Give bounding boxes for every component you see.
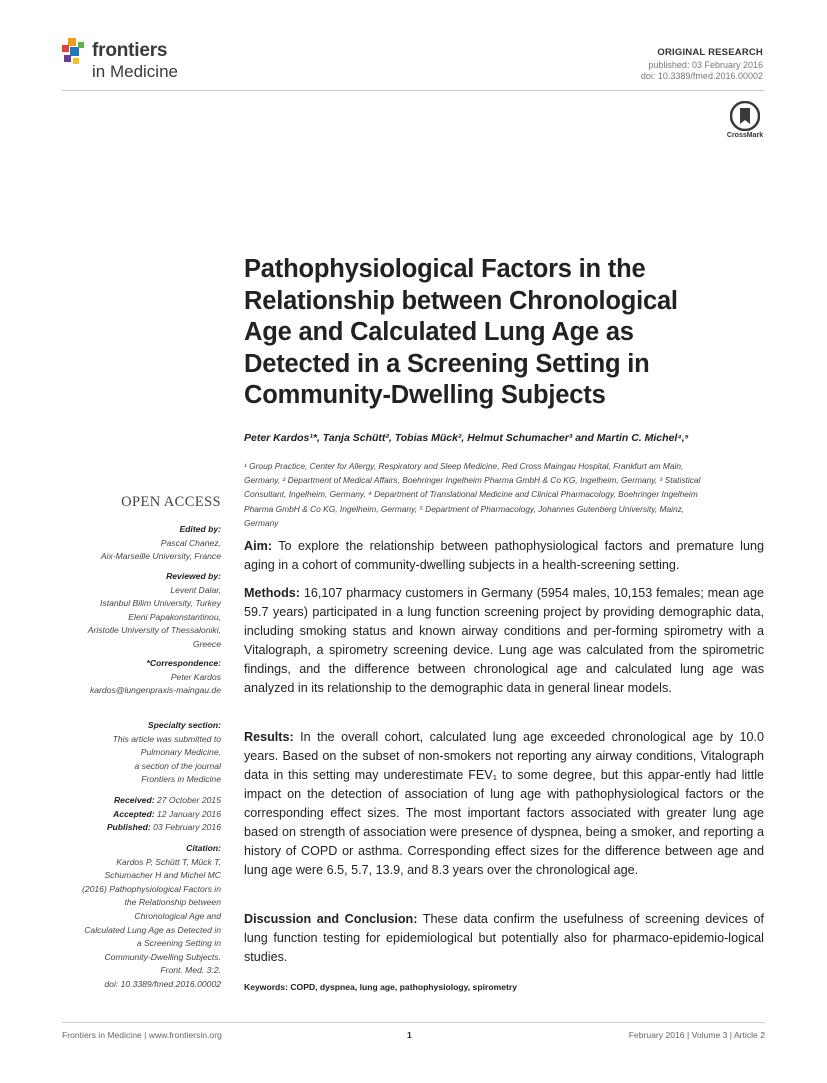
specialty-line: Pulmonary Medicine, [140, 747, 221, 758]
affiliation-line: ¹ Group Practice, Center for Allergy, Respiratory and Sleep Medicine, Red Cross Maingau Hospital, Frankfurt am Main, [244, 461, 684, 471]
accepted-label: Accepted: [113, 808, 155, 819]
received-date [62, 794, 221, 808]
frontiers-logo-icon [62, 38, 88, 66]
affiliation-line: Consultant, Ingelheim, Germany, ⁴ Department of Translational Medicine and Clinical Pharmacology, Boehringer Ingelheim [244, 489, 698, 500]
doi[interactable]: doi: 10.3389/fmed.2016.00002 [640, 71, 763, 81]
citation-line: Chronological Age and [134, 910, 221, 921]
footer-issue: February 2016 | Volume 3 | Article 2 [628, 1030, 765, 1040]
edited-by-line: Aix-Marseille University, France [100, 551, 221, 562]
title-line: Detected in a Screening Setting in [244, 349, 650, 378]
received-value: 27 October 2015 [156, 795, 221, 805]
title-line: Relationship between Chronological [244, 286, 678, 315]
methods-text: 16,107 pharmacy customers in Germany (5954 males, 10,153 females; mean age 59.7 years) participated in a lung function screening project by providing demographic data, including smoking status and known airway conditions and per-forming spirometry with a Vitalograph, a spirometry screening device. Lung age was calculated from the spirometric findings, and the difference between chronological age and calculated lung age was analyzed in its relationship to the demographic data in general linear models. [244, 586, 764, 695]
specialty-line: This article was submitted to [112, 733, 221, 744]
aim-text: To explore the relationship between pathophysiological factors and premature lung aging in a cohort of community-dwelling subjects in a health-screening setting. [244, 539, 764, 572]
affiliation-line: Germany [244, 517, 279, 528]
correspondence-heading: *Correspondence: [146, 658, 221, 668]
crossmark-icon [730, 101, 760, 131]
citation-line: a Screening Setting in [136, 938, 221, 949]
published-date: published: 03 February 2016 [648, 60, 763, 70]
citation-doi[interactable]: doi: 10.3389/fmed.2016.00002 [104, 978, 221, 989]
published-value: 03 February 2016 [153, 822, 221, 833]
specialty-heading: Specialty section: [147, 720, 221, 730]
citation-line: Kardos P, Schütt T, Mück T, [116, 856, 221, 867]
crossmark-label: CrossMark [726, 132, 764, 139]
correspondence-email[interactable]: kardos@lungenpraxis-maingau.de [89, 685, 221, 696]
specialty-line: Frontiers in Medicine [141, 774, 221, 785]
abstract-discussion [244, 910, 764, 967]
citation-line: Schumacher H and Michel MC [104, 870, 221, 881]
citation-line: Calculated Lung Age as Detected in [84, 924, 221, 935]
discussion-text: These data confirm the usefulness of screening devices of lung function testing for epidemiological but potentially also for pharmaco-epidemio-logical studies. [244, 912, 764, 964]
abstract-aim [244, 537, 764, 575]
aim-label: Aim: [244, 539, 272, 553]
journal-logo [62, 36, 202, 84]
received-label: Received: [113, 795, 155, 805]
author-list: Peter Kardos¹*, Tanja Schütt², Tobias Mück², Helmut Schumacher³ and Martin C. Michel⁴,⁵ [244, 432, 689, 444]
accepted-date [62, 808, 221, 822]
logo-wordmark: frontiers [92, 40, 168, 61]
reviewed-by-heading: Reviewed by: [166, 571, 221, 581]
published-label: Published: [106, 822, 151, 833]
methods-label: Methods: [244, 586, 300, 600]
published-date-sidebar [62, 821, 221, 835]
reviewed-by-line: Greece [192, 638, 221, 649]
crossmark-badge[interactable] [724, 101, 766, 145]
specialty-section [62, 719, 221, 787]
page-number: 1 [407, 1030, 412, 1040]
article-type: ORIGINAL RESEARCH [657, 47, 763, 58]
reviewed-by-line: Istanbul Bilim University, Turkey [100, 598, 221, 609]
open-access-label: OPEN ACCESS [121, 494, 221, 510]
citation-line: Community-Dwelling Subjects. [104, 951, 221, 962]
title-line: Pathophysiological Factors in the [244, 255, 646, 283]
affiliation-line: Pharma GmbH & Co KG, Ingelheim, Germany, ⁵ Department of Pharmacology, Johannes Gutenberg University, Mainz, [244, 503, 685, 514]
reviewed-by-line: Eleni Papakonstantinou, [128, 611, 221, 622]
accepted-value: 12 January 2016 [156, 808, 221, 819]
results-label: Results: [244, 730, 294, 744]
footer-divider [62, 1022, 765, 1023]
citation-line: (2016) Pathophysiological Factors in [81, 883, 221, 894]
header-divider [62, 90, 765, 91]
article-title [244, 254, 774, 412]
citation-heading: Citation: [186, 843, 221, 853]
results-text: In the overall cohort, calculated lung age exceeded chronological age by 10.0 years. Based on the subset of non-smokers not reporting any airway conditions, Vitalograph data in this setting may underestimate FEV₁ to some degree, but this appar-ently had little impact on the detection of association of lung age with pathophysiological factors or the corresponding effect sizes. The most important factors associated with greater lung age based on strength of association were presence of dyspnea, being a smoker, and reporting a history of COPD or asthma. Corresponding effect sizes for the difference between age and lung age were 6.5, 5.7, 13.9, and 8.3 years over the chronological age. [244, 730, 765, 877]
logo-journal-name: in Medicine [92, 62, 178, 81]
abstract-results [244, 728, 764, 880]
reviewed-by [62, 570, 221, 652]
correspondence-name: Peter Kardos [170, 671, 221, 682]
reviewed-by-line: Levent Dalar, [170, 584, 221, 595]
footer-journal[interactable]: Frontiers in Medicine | www.frontiersin.org [62, 1030, 222, 1040]
citation [62, 842, 221, 992]
title-line: Age and Calculated Lung Age as [244, 318, 634, 346]
edited-by [62, 523, 221, 564]
reviewed-by-line: Aristotle University of Thessaloniki, [87, 625, 221, 636]
affiliation-line: Germany, ² Department of Medical Affairs, Boehringer Ingelheim Pharma GmbH & Co KG, Ingelheim, Germany, ³ Statistical [244, 475, 701, 486]
title-line: Community-Dwelling Subjects [244, 381, 606, 409]
edited-by-line: Pascal Chanez, [160, 537, 221, 548]
specialty-line: a section of the journal [134, 760, 221, 771]
discussion-label: Discussion and Conclusion: [244, 912, 418, 926]
keywords: Keywords: COPD, dyspnea, lung age, pathophysiology, spirometry [244, 982, 517, 992]
citation-line: the Relationship between [124, 897, 221, 908]
affiliations [244, 459, 764, 530]
edited-by-heading: Edited by: [179, 524, 221, 534]
article-dates [62, 794, 221, 835]
abstract-methods [244, 584, 764, 698]
citation-line: Front. Med. 3:2. [160, 965, 221, 976]
correspondence [62, 657, 221, 698]
